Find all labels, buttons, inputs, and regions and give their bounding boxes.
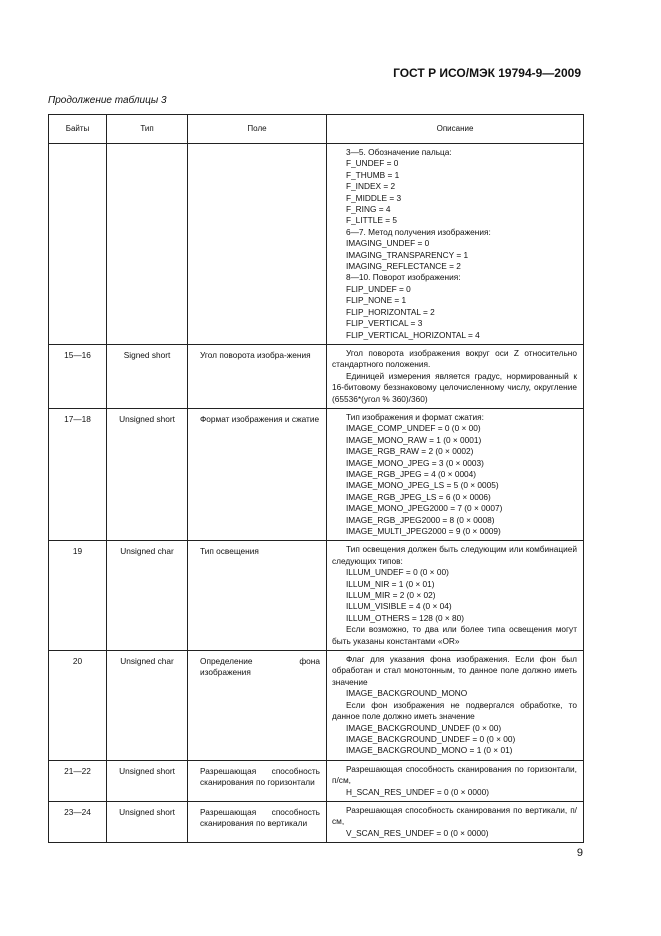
- bytes-cell: 23—24: [49, 801, 107, 842]
- table-row: [49, 344, 584, 408]
- description-line: 6—7. Метод получения изображения:: [346, 226, 491, 237]
- type-cell: [107, 144, 188, 345]
- description-line: H_SCAN_RES_UNDEF = 0 (0 × 0000): [346, 786, 489, 797]
- description-cell: [327, 801, 584, 842]
- description-paragraph: Если возможно, то два или более типа освещения могут быть указаны константами «OR»: [332, 624, 577, 646]
- description-line: IMAGE_RGB_JPEG = 4 (0 × 0004): [346, 468, 477, 479]
- table-header-row: [49, 115, 584, 144]
- column-header: Поле: [188, 115, 327, 144]
- description-line: IMAGE_RGB_JPEG_LS = 6 (0 × 0006): [346, 491, 491, 502]
- type-cell: Signed short: [107, 344, 188, 408]
- type-cell: Unsigned char: [107, 651, 188, 761]
- field-cell: Тип освещения: [188, 541, 327, 651]
- description-cell: [327, 651, 584, 761]
- description-line: F_RING = 4: [346, 204, 391, 215]
- description-line: IMAGE_BACKGROUND_MONO = 1 (0 × 01): [346, 745, 513, 756]
- type-cell: Unsigned char: [107, 541, 188, 651]
- bytes-cell: 20: [49, 651, 107, 761]
- description-line: 3—5. Обозначение пальца:: [346, 147, 452, 157]
- table-row: [49, 801, 584, 842]
- description-line: FLIP_UNDEF = 0: [346, 283, 411, 294]
- description-line: IMAGE_RGB_RAW = 2 (0 × 0002): [346, 446, 474, 457]
- column-header: Байты: [49, 115, 107, 144]
- description-line: IMAGE_MONO_JPEG2000 = 7 (0 × 0007): [346, 503, 503, 514]
- description-line: Тип изображения и формат сжатия:: [346, 411, 484, 422]
- field-cell: Разрешающая способность сканирования по горизонтали: [188, 760, 327, 801]
- description-paragraph: Разрешающая способность сканирования по горизонтали, п/см,: [332, 763, 577, 786]
- description-paragraph: Если фон изображения не подвергался обработке, то данное поле должно иметь значение: [332, 699, 577, 722]
- description-cell: [327, 541, 584, 651]
- bytes-cell: 15—16: [49, 344, 107, 408]
- description-line: IMAGE_RGB_JPEG2000 = 8 (0 × 0008): [346, 514, 495, 525]
- description-line: F_INDEX = 2: [346, 181, 396, 192]
- description-line: ILLUM_MIR = 2 (0 × 02): [346, 590, 436, 601]
- table-row: [49, 144, 584, 345]
- description-cell: [327, 144, 584, 345]
- field-cell: Формат изображения и сжатие: [188, 408, 327, 540]
- description-line: IMAGE_BACKGROUND_UNDEF = 0 (0 × 00): [346, 733, 516, 744]
- description-line: FLIP_NONE = 1: [346, 295, 407, 306]
- description-paragraph: Тип освещения должен быть следующим или комбинацией следующих типов:: [332, 544, 577, 566]
- description-paragraph: Флаг для указания фона изображения. Если фон был обработан и стал монотонным, то данное поле должно иметь значение: [332, 654, 577, 687]
- description-line: IMAGE_MONO_JPEG_LS = 5 (0 × 0005): [346, 480, 499, 491]
- description-line: F_LITTLE = 5: [346, 215, 397, 226]
- bytes-cell: 17—18: [49, 408, 107, 540]
- page-number: 9: [576, 847, 583, 859]
- bytes-cell: 21—22: [49, 760, 107, 801]
- type-cell: Unsigned short: [107, 801, 188, 842]
- table-row: [49, 541, 584, 651]
- field-cell: Определение фона изображения: [188, 651, 327, 761]
- description-line: FLIP_VERTICAL = 3: [346, 318, 423, 329]
- description-line: ILLUM_OTHERS = 128 (0 × 80): [346, 612, 465, 623]
- table-row: [49, 408, 584, 540]
- column-header: Описание: [327, 115, 584, 144]
- description-line: IMAGING_UNDEF = 0: [346, 238, 430, 249]
- description-line: IMAGE_BACKGROUND_UNDEF (0 × 00): [346, 722, 502, 733]
- description-line: IMAGE_MULTI_JPEG2000 = 9 (0 × 0009): [346, 526, 501, 536]
- field-cell: Угол поворота изобра-жения: [188, 344, 327, 408]
- table-row: [49, 651, 584, 761]
- description-line: IMAGING_TRANSPARENCY = 1: [346, 249, 469, 260]
- description-line: V_SCAN_RES_UNDEF = 0 (0 × 0000): [346, 827, 489, 838]
- table-caption: Продолжение таблицы 3: [48, 95, 167, 106]
- field-cell: [188, 144, 327, 345]
- description-line: IMAGE_BACKGROUND_MONO: [346, 688, 468, 699]
- description-line: ILLUM_UNDEF = 0 (0 × 00): [346, 567, 449, 578]
- type-cell: Unsigned short: [107, 760, 188, 801]
- description-line: F_UNDEF = 0: [346, 158, 399, 169]
- description-line: IMAGE_MONO_JPEG = 3 (0 × 0003): [346, 457, 484, 468]
- description-line: IMAGING_REFLECTANCE = 2: [346, 261, 461, 272]
- type-cell: Unsigned short: [107, 408, 188, 540]
- description-line: 8—10. Поворот изображения:: [346, 272, 461, 283]
- description-line: F_MIDDLE = 3: [346, 192, 402, 203]
- column-header: Тип: [107, 115, 188, 144]
- description-line: FLIP_VERTICAL_HORIZONTAL = 4: [346, 329, 480, 340]
- bytes-cell: 19: [49, 541, 107, 651]
- description-line: ILLUM_NIR = 1 (0 × 01): [346, 578, 435, 589]
- field-cell: Разрешающая способность сканирования по вертикали: [188, 801, 327, 842]
- spec-table: [48, 114, 584, 843]
- document-header: ГОСТ Р ИСО/МЭК 19794-9—2009: [393, 66, 581, 80]
- description-line: F_THUMB = 1: [346, 169, 400, 180]
- description-line: IMAGE_MONO_RAW = 1 (0 × 0001): [346, 434, 482, 445]
- description-paragraph: Угол поворота изображения вокруг оси Z относительно стандартного положения.: [332, 347, 577, 370]
- description-paragraph: Разрешающая способность сканирования по вертикали, п/см,: [332, 804, 577, 827]
- description-cell: [327, 344, 584, 408]
- table-row: [49, 760, 584, 801]
- description-line: ILLUM_VISIBLE = 4 (0 × 04): [346, 601, 452, 612]
- bytes-cell: [49, 144, 107, 345]
- description-paragraph: Единицей измерения является градус, нормированный к 16-битовому беззнаковому целочисленному числу, округление (65536*(угол % 360)/360): [332, 370, 577, 404]
- description-line: FLIP_HORIZONTAL = 2: [346, 306, 435, 317]
- description-cell: [327, 760, 584, 801]
- description-cell: [327, 408, 584, 540]
- description-line: IMAGE_COMP_UNDEF = 0 (0 × 00): [346, 423, 481, 434]
